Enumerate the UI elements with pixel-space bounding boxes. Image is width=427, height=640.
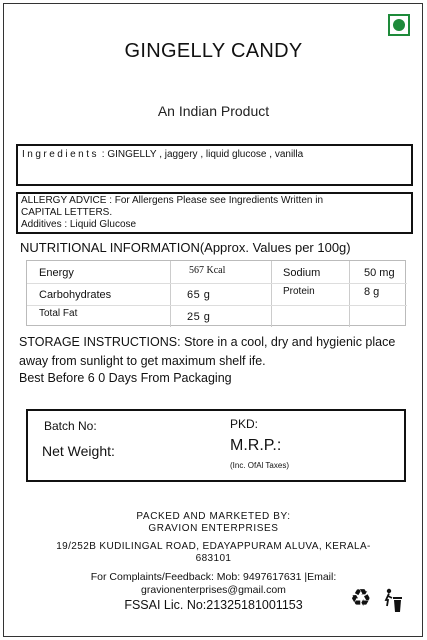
nutrient-value: 50 mg (364, 267, 395, 279)
net-weight-label: Net Weight: (42, 443, 115, 459)
address (0, 541, 427, 565)
batch-info-box (26, 409, 406, 482)
allergy-line-1: ALLERGY ADVICE : For Allergens Please see Ingredients Written in (21, 195, 324, 206)
nutrient-value: 567 Kcal (189, 265, 226, 276)
recycle-icon: ♻ (350, 585, 372, 612)
product-subtitle: An Indian Product (157, 103, 270, 119)
allergy-box (16, 192, 413, 234)
complaints-email: gravionenterprises@gmail.com (141, 584, 286, 596)
nutrient-name: Sodium (283, 267, 321, 279)
best-before: Best Before 6 0 Days From Packaging (19, 371, 232, 385)
packed-line-1: PACKED AND MARKETED BY: (136, 511, 291, 522)
address-line-2: 683101 (195, 553, 232, 564)
pkd-label: PKD: (230, 417, 259, 431)
nutrient-name: Total Fat (39, 308, 78, 319)
nutrition-table (26, 260, 406, 326)
packed-by (0, 511, 427, 535)
mrp-label: M.R.P.: (230, 437, 282, 454)
nutrient-value: 65 g (187, 289, 211, 301)
nutrition-title: NUTRITIONAL INFORMATION(Approx. Values per 100g) (20, 240, 351, 255)
ingredients-label: Ingredients (22, 149, 99, 160)
veg-mark-icon (388, 14, 410, 36)
allergy-line-3: Additives : Liquid Glucose (21, 219, 137, 230)
fssai-license: FSSAI Lic. No:21325181001153 (124, 598, 303, 612)
nutrient-name: Energy (39, 267, 74, 279)
product-title: GINGELLY CANDY (124, 40, 303, 62)
nutrient-name: Carbohydrates (39, 289, 112, 301)
allergy-line-2: CAPITAL LETTERS. (21, 207, 113, 218)
packer-name: GRAVION ENTERPRISES (148, 523, 279, 534)
ingredients-text: : GINGELLY , jaggery , liquid glucose , vanilla (101, 149, 304, 160)
address-line-1: 19/252B KUDILINGAL ROAD, EDAYAPPURAM ALUVA, KERALA- (56, 541, 371, 552)
nutrient-value: 25 g (187, 311, 211, 323)
dispose-bin-icon (381, 588, 405, 614)
ingredients-box (16, 144, 413, 186)
batch-number-label: Batch No: (44, 419, 97, 433)
storage-instructions: STORAGE INSTRUCTIONS: Store in a cool, dry and hygienic place away from sunlight to get maximum shelf ife. (19, 335, 396, 368)
complaints-line-1: For Complaints/Feedback: Mob: 9497617631 |Email: (90, 571, 337, 583)
tax-note: (Inc. OfAl Taxes) (230, 461, 289, 470)
nutrient-name: Protein (283, 286, 315, 297)
nutrient-value: 8 g (364, 286, 380, 298)
